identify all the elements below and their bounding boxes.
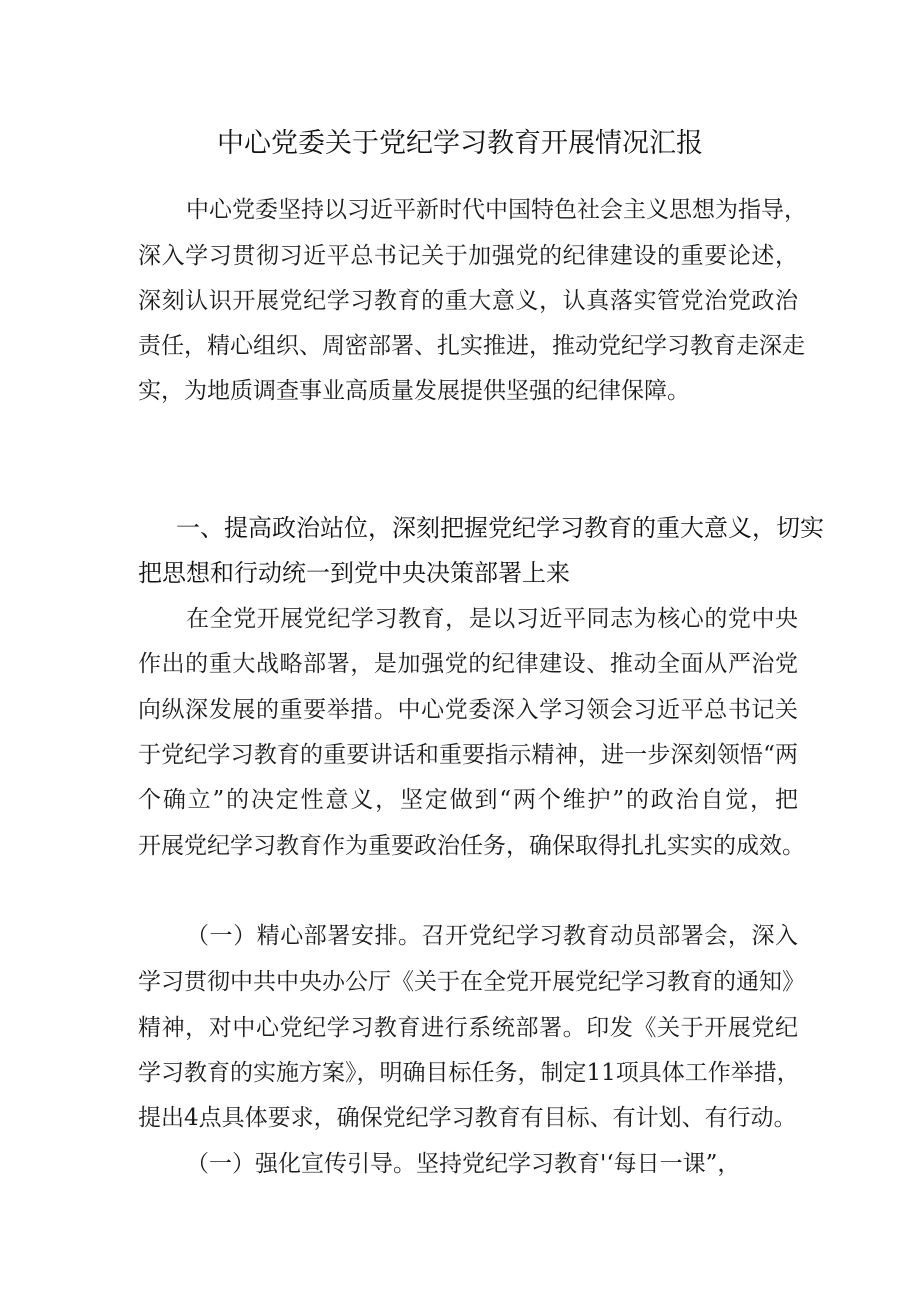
body-line: 于党纪学习教育的重要讲话和重要指示精神，进一步深刻领悟“两 bbox=[138, 742, 798, 768]
body-line: 个确立”的决定性意义，坚定做到“两个维护”的政治自觉，把 bbox=[138, 787, 798, 813]
intro-line: 深入学习贯彻习近平总书记关于加强党的纪律建设的重要论述， bbox=[138, 243, 798, 269]
subsection-line: （一）强化宣传引导。坚持党纪学习教育'‘每日一课”， bbox=[186, 1151, 741, 1177]
body-line: 向纵深发展的重要举措。中心党委深入学习领会习近平总书记关 bbox=[138, 697, 798, 723]
intro-line: 中心党委坚持以习近平新时代中国特色社会主义思想为指导， bbox=[186, 197, 807, 223]
section-heading-line: 一、提高政治站位，深刻把握党纪学习教育的重大意义，切实 bbox=[176, 514, 824, 542]
intro-line: 责任，精心组织、周密部署、扎实推进，推动党纪学习教育走深走 bbox=[138, 333, 805, 359]
subsection-line: 学习教育的实施方案》，明确目标任务，制定11项具体工作举措， bbox=[138, 1060, 800, 1086]
body-line: 开展党纪学习教育作为重要政治任务，确保取得扎扎实实的成效。 bbox=[138, 833, 805, 859]
subsection-line: 学习贯彻中共中央办公厅《关于在全党开展党纪学习教育的通知》 bbox=[138, 969, 805, 995]
subsection-line: （一）精心部署安排。召开党纪学习教育动员部署会，深入 bbox=[186, 923, 798, 949]
document-title: 中心党委关于党纪学习教育开展情况汇报 bbox=[217, 128, 703, 159]
body-line: 在全党开展党纪学习教育，是以习近平同志为核心的党中央 bbox=[186, 606, 798, 632]
section-heading-line: 把思想和行动统一到党中央决策部署上来 bbox=[138, 559, 570, 587]
subsection-line: 提出4点具体要求，确保党纪学习教育有目标、有计划、有行动。 bbox=[138, 1105, 797, 1131]
intro-line: 深刻认识开展党纪学习教育的重大意义，认真落实管党治党政治 bbox=[138, 288, 798, 314]
subsection-line: 精神，对中心党纪学习教育进行系统部署。印发《关于开展党纪 bbox=[138, 1015, 798, 1041]
body-line: 作出的重大战略部署，是加强党的纪律建设、推动全面从严治党 bbox=[138, 651, 798, 677]
intro-line: 实，为地质调查事业高质量发展提供坚强的纪律保障。 bbox=[138, 378, 690, 404]
